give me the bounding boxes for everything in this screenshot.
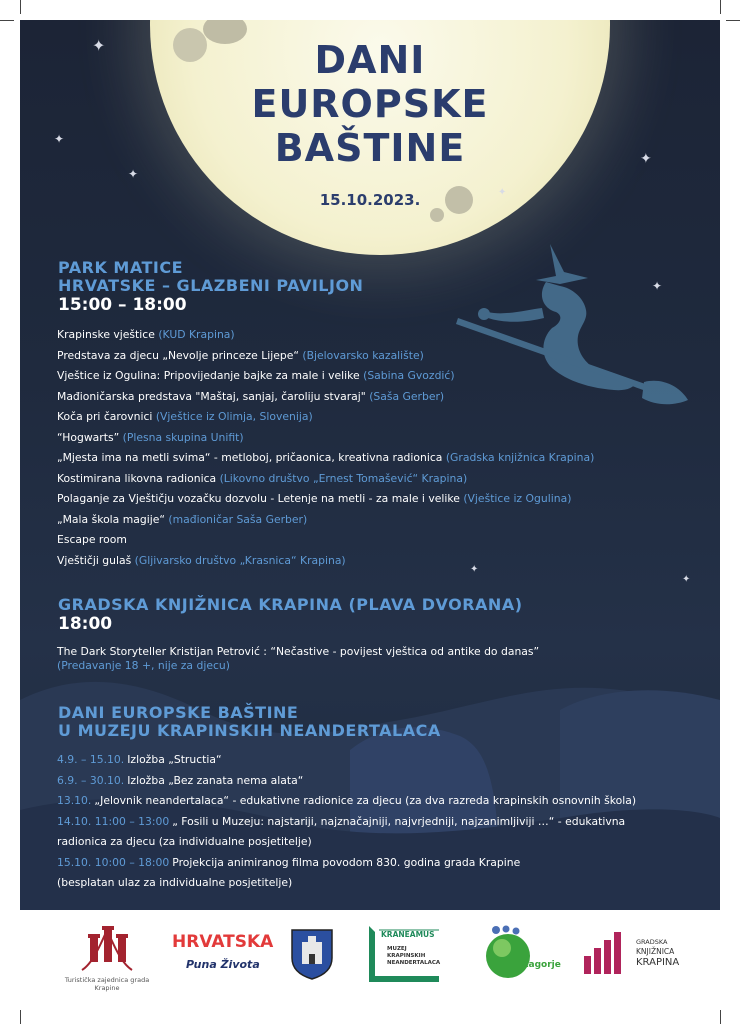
list-item: „Mala škola magije“ (mađioničar Saša Gerber) — [57, 512, 308, 526]
section-heading — [58, 259, 363, 295]
poster — [20, 20, 720, 910]
logo-gradska-knjiznica — [582, 930, 692, 980]
logo-muzej-kraneamus: KRANEAMUS — [381, 930, 435, 939]
crop-mark — [0, 20, 14, 21]
list-item: (besplatan ulaz za individualne posjetitelje) — [57, 876, 293, 889]
logo-muzej-line: KRAPINSKIH — [387, 953, 426, 959]
star-icon: ✦ — [682, 574, 691, 585]
logo-hrvatska-slogan: Puna Života — [186, 958, 260, 971]
logo-tz-krapina — [52, 924, 162, 994]
section-heading-line: DANI EUROPSKE BAŠTINE — [58, 703, 299, 722]
logo-gk-line: KNJIŽNICA — [636, 947, 675, 956]
star-icon: ✦ — [652, 279, 663, 293]
shield-icon — [290, 928, 334, 980]
section-heading-line: HRVATSKE – GLAZBENI PAVILJON — [58, 276, 364, 295]
crop-mark — [726, 20, 740, 21]
title-line: BAŠTINE — [274, 126, 466, 170]
logo-hrvatska-word: HRVATSKA — [172, 932, 274, 952]
logo-muzej-neandertalaca — [365, 924, 443, 986]
list-item: 14.10. 11:00 – 13:00 „ Fosili u Muzeju: najstariji, najznačajniji, najvrjedniji, najzanimljiviji …“ - edukativna — [57, 814, 626, 828]
event-note: (Predavanje 18 +, nije za djecu) — [57, 659, 230, 672]
logo-muzej-line: MUZEJ — [387, 946, 407, 952]
list-item: Escape room — [57, 533, 127, 546]
museum-event-list — [57, 750, 697, 894]
logo-zagorje — [480, 924, 564, 986]
logo-muzej-line: NEANDERTALACA — [387, 960, 441, 966]
crop-mark — [20, 0, 21, 14]
logo-tz-text: Turistička zajednica grada Krapine — [64, 976, 150, 992]
logo-coat-of-arms — [290, 928, 334, 980]
crop-mark — [20, 1010, 21, 1024]
star-icon: ✦ — [470, 564, 479, 575]
list-item: Vještice iz Ogulina: Pripovijedanje bajke za male i velike (Sabina Gvozdić) — [57, 369, 455, 382]
list-item: Predstava za djecu „Nevolje princeze Lijepe“ (Bjelovarsko kazalište) — [57, 348, 424, 362]
list-item: 13.10. „Jelovnik neandertalaca“ - edukativne radionice za djecu (za dva razreda krapinskih osnovnih škola) — [57, 794, 637, 807]
sponsor-logos — [0, 910, 740, 1010]
logo-zagorje-text: Zagorje — [522, 960, 561, 970]
list-item: Kostimirana likovna radionica (Likovno društvo „Ernest Tomašević“ Krapina) — [57, 471, 468, 485]
crop-mark — [720, 0, 721, 14]
list-item: 4.9. – 15.10. Izložba „Structia“ — [57, 753, 222, 766]
event-detail — [57, 645, 697, 673]
list-item: 6.9. – 30.10. Izložba „Bez zanata nema alata“ — [57, 773, 304, 787]
list-item: Koča pri čarovnici (Vještice iz Olimja, Slovenija) — [57, 410, 313, 423]
logo-hrvatska — [172, 932, 272, 992]
logo-gk-line: KRAPINA — [636, 957, 680, 968]
list-item: Polaganje za Vještičju vozačku dozvolu - Letenje na metli - za male i velike (Vještice iz Ogulina) — [57, 492, 572, 505]
star-icon: ✦ — [54, 132, 65, 146]
logo-gk-line: GRADSKA — [636, 938, 668, 946]
title-line: EUROPSKE — [251, 82, 489, 126]
list-item: Vještičji gulaš (Gljivarsko društvo „Krasnica“ Krapina) — [57, 553, 346, 567]
library-bars-icon — [582, 930, 632, 976]
section-time: 15:00 – 18:00 — [58, 295, 187, 315]
section-time: 18:00 — [58, 614, 113, 634]
section-heading-line: U MUZEJU KRAPINSKIH NEANDERTALACA — [58, 721, 441, 740]
list-item: radionica za djecu (za individualne posjetitelje) — [57, 835, 312, 848]
star-icon: ✦ — [128, 167, 139, 181]
title-line: DANI — [314, 38, 426, 82]
zagorje-ball-icon — [480, 924, 540, 980]
list-item: Krapinske vještice (KUD Krapina) — [57, 328, 235, 341]
crop-mark — [720, 1010, 721, 1024]
section-heading-line: PARK MATICE — [58, 258, 184, 277]
moon-crater — [430, 208, 444, 222]
event-text: The Dark Storyteller Kristijan Petrović : “Nečastive - povijest vještica od antike do danas” — [57, 645, 540, 658]
star-icon: ✦ — [498, 187, 507, 198]
event-list — [57, 325, 697, 571]
castle-icon — [52, 924, 162, 974]
star-icon: ✦ — [640, 151, 652, 167]
list-item: Mađioničarska predstava "Maštaj, sanjaj, čaroliju stvaraj" (Saša Gerber) — [57, 389, 445, 403]
page-title — [20, 38, 720, 170]
event-date: 15.10.2023. — [319, 191, 421, 209]
star-icon: ✦ — [92, 36, 106, 55]
section-heading: GRADSKA KNJIŽNICA KRAPINA (PLAVA DVORANA) — [58, 595, 523, 614]
section-heading — [58, 704, 441, 740]
list-item: „Mjesta ima na metli svima“ - metloboj, pričaonica, kreativna radionica (Gradska knjižnica Krapina) — [57, 451, 595, 464]
list-item: 15.10. 10:00 – 18:00 Projekcija animiranog filma povodom 830. godina grada Krapine — [57, 855, 521, 869]
list-item: “Hogwarts” (Plesna skupina Unifit) — [57, 430, 244, 444]
